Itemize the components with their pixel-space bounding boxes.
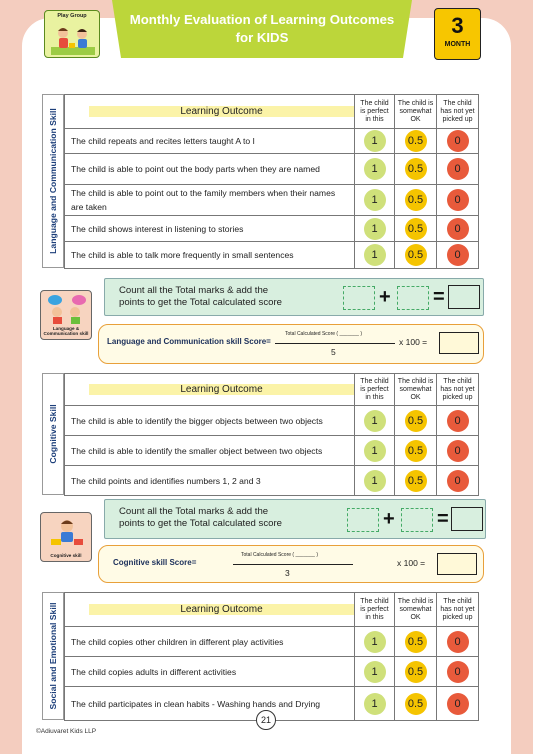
- month-label: MONTH: [435, 41, 480, 48]
- score-input-box[interactable]: [397, 286, 429, 310]
- score-0.5-option[interactable]: 0.5: [405, 410, 427, 432]
- score-input-box[interactable]: [343, 286, 375, 310]
- score-0-option[interactable]: 0: [447, 130, 469, 152]
- score-1-option[interactable]: 1: [364, 470, 386, 492]
- fraction-numerator: Total Calculated Score ( _______ ): [241, 552, 318, 558]
- talking-children-icon: [45, 294, 89, 324]
- times-100: x 100 =: [399, 337, 428, 347]
- score-0.5-option[interactable]: 0.5: [405, 661, 427, 683]
- score-result-box[interactable]: [437, 553, 477, 575]
- score-1-option[interactable]: 1: [364, 218, 386, 240]
- score-input-box[interactable]: [401, 508, 433, 532]
- table-row: [65, 436, 479, 466]
- score-0.5-option[interactable]: 0.5: [405, 189, 427, 211]
- side-label-cognitive: [42, 373, 64, 495]
- table-row: [65, 129, 479, 154]
- side-label-language: [42, 94, 64, 268]
- fraction-denominator: 5: [331, 347, 336, 357]
- table-row: [65, 216, 479, 242]
- not-header: The child has not yet picked up: [437, 593, 479, 627]
- month-number: 3: [451, 13, 464, 38]
- outcome-statement: The child points and identifies numbers 1, 2 and 3: [65, 466, 355, 496]
- table-header-row: [65, 95, 479, 129]
- equals-sign: =: [437, 508, 449, 530]
- outcome-statement: The child is able to point out to the family members when their names are taken: [65, 185, 355, 216]
- side-label-text: Language and Communication Skill: [48, 108, 58, 254]
- fraction-numerator: Total Calculated Score ( _______ ): [285, 331, 362, 337]
- score-0-option[interactable]: 0: [447, 410, 469, 432]
- score-0-option[interactable]: 0: [447, 158, 469, 180]
- count-instructions-box: [104, 278, 484, 316]
- language-skill-card: [40, 290, 92, 340]
- language-table: [64, 94, 479, 269]
- outcome-statement: The child copies adults in different activities: [65, 657, 355, 687]
- outcome-statement: The child is able to identify the smaller object between two objects: [65, 436, 355, 466]
- table-row: [65, 466, 479, 496]
- table-row: [65, 657, 479, 687]
- cognitive-table: [64, 373, 479, 496]
- outcome-statement: The child is able to identify the bigger objects between two objects: [65, 406, 355, 436]
- ok-header: The child is somewhat OK: [395, 593, 437, 627]
- score-0.5-option[interactable]: 0.5: [405, 693, 427, 715]
- cognitive-skill-card: [40, 512, 92, 562]
- ok-header: The child is somewhat OK: [395, 374, 437, 406]
- score-1-option[interactable]: 1: [364, 440, 386, 462]
- not-header: The child has not yet picked up: [437, 374, 479, 406]
- score-1-option[interactable]: 1: [364, 631, 386, 653]
- score-0-option[interactable]: 0: [447, 244, 469, 266]
- score-0.5-option[interactable]: 0.5: [405, 158, 427, 180]
- page-title: [112, 11, 412, 47]
- perfect-header: The child is perfect in this: [355, 374, 395, 406]
- total-input-box[interactable]: [448, 285, 480, 309]
- icon-caption: Cognitive skill: [50, 553, 82, 558]
- count-instructions: Count all the Total marks & add the points to get the Total calculated score: [119, 506, 283, 529]
- copyright-text: ©Adiuvaret Kids LLP: [36, 728, 97, 735]
- perfect-header: The child is perfect in this: [355, 593, 395, 627]
- score-0.5-option[interactable]: 0.5: [405, 470, 427, 492]
- social-table: [64, 592, 479, 721]
- count-instructions-box: [104, 499, 486, 539]
- table-row: [65, 242, 479, 269]
- title-line-2: for KIDS: [235, 30, 289, 45]
- score-0-option[interactable]: 0: [447, 189, 469, 211]
- ok-header: The child is somewhat OK: [395, 95, 437, 129]
- score-1-option[interactable]: 1: [364, 410, 386, 432]
- score-0.5-option[interactable]: 0.5: [405, 218, 427, 240]
- score-label: Cognitive skill Score=: [113, 558, 197, 567]
- children-playing-icon: [51, 23, 95, 55]
- score-0-option[interactable]: 0: [447, 631, 469, 653]
- score-0.5-option[interactable]: 0.5: [405, 244, 427, 266]
- outcome-statement: The child copies other children in different play activities: [65, 627, 355, 657]
- score-0.5-option[interactable]: 0.5: [405, 631, 427, 653]
- outcome-statement: The child repeats and recites letters taught A to I: [65, 129, 355, 154]
- not-header: The child has not yet picked up: [437, 95, 479, 129]
- perfect-header: The child is perfect in this: [355, 95, 395, 129]
- outcome-statement: The child is able to talk more frequently in small sentences: [65, 242, 355, 269]
- times-100: x 100 =: [397, 558, 426, 568]
- child-thinking-icon: [47, 517, 87, 547]
- table-row: [65, 406, 479, 436]
- total-input-box[interactable]: [451, 507, 483, 531]
- fraction-denominator: 3: [285, 568, 290, 578]
- plus-sign: +: [383, 508, 395, 530]
- side-label-social: [42, 592, 64, 720]
- score-1-option[interactable]: 1: [364, 158, 386, 180]
- fraction-bar: [233, 564, 353, 565]
- score-label: Language and Communication skill Score=: [107, 337, 271, 346]
- outcome-statement: The child is able to point out the body parts when they are named: [65, 154, 355, 185]
- plus-sign: +: [379, 286, 391, 308]
- badge-label: Play Group: [57, 13, 87, 19]
- title-line-1: Monthly Evaluation of Learning Outcomes: [129, 12, 395, 27]
- table-header-row: [65, 593, 479, 627]
- fraction-bar: [275, 343, 395, 344]
- table-row: [65, 154, 479, 185]
- outcome-statement: The child participates in clean habits - Washing hands and Drying: [65, 687, 355, 721]
- score-0.5-option[interactable]: 0.5: [405, 440, 427, 462]
- equals-sign: =: [433, 286, 445, 308]
- score-1-option[interactable]: 1: [364, 189, 386, 211]
- page-number: 21: [256, 710, 276, 730]
- learning-outcome-header: Learning Outcome: [65, 374, 355, 406]
- count-instructions: Count all the Total marks & add the points to get the Total calculated score: [119, 285, 283, 308]
- outcome-statement: The child shows interest in listening to stories: [65, 216, 355, 242]
- table-row: [65, 185, 479, 216]
- learning-outcome-header: Learning Outcome: [65, 95, 355, 129]
- table-header-row: [65, 374, 479, 406]
- score-0-option[interactable]: 0: [447, 218, 469, 240]
- score-1-option[interactable]: 1: [364, 244, 386, 266]
- score-result-box[interactable]: [439, 332, 479, 354]
- score-input-box[interactable]: [347, 508, 379, 532]
- icon-caption: Language & Communication skill: [43, 326, 89, 336]
- score-0.5-option[interactable]: 0.5: [405, 130, 427, 152]
- side-label-text: Cognitive Skill: [48, 404, 58, 464]
- cognitive-score-formula: [98, 545, 484, 583]
- score-1-option[interactable]: 1: [364, 130, 386, 152]
- month-box: [434, 8, 481, 60]
- play-group-badge: [44, 10, 100, 58]
- score-0-option[interactable]: 0: [447, 440, 469, 462]
- score-1-option[interactable]: 1: [364, 661, 386, 683]
- score-0-option[interactable]: 0: [447, 693, 469, 715]
- table-row: [65, 627, 479, 657]
- score-0-option[interactable]: 0: [447, 661, 469, 683]
- side-label-text: Social and Emotional Skill: [48, 602, 58, 710]
- language-score-formula: [98, 324, 484, 364]
- learning-outcome-header: Learning Outcome: [65, 593, 355, 627]
- score-0-option[interactable]: 0: [447, 470, 469, 492]
- score-1-option[interactable]: 1: [364, 693, 386, 715]
